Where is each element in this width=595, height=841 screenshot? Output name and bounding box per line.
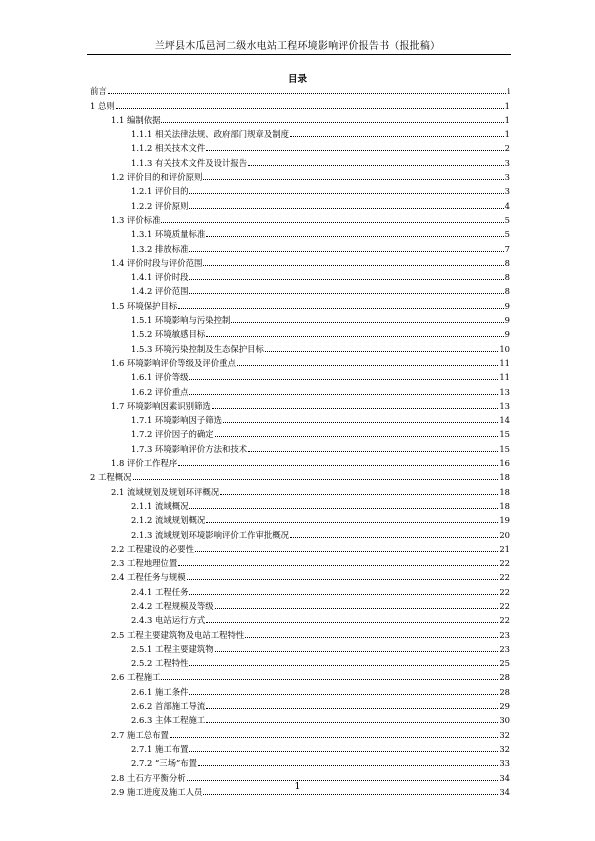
- toc-entry-page: 10: [499, 343, 510, 354]
- toc-entry-title: 2.6.2 首部施工导流: [131, 701, 206, 712]
- toc-entry-title: 1.8 评价工作程序: [111, 458, 178, 469]
- toc-dot-leader: [178, 308, 503, 309]
- toc-dot-leader: [265, 351, 498, 352]
- toc-entry-title: 1.5.2 环境敏感目标: [131, 329, 206, 340]
- toc-dot-leader: [133, 479, 499, 480]
- toc-entry[interactable]: [90, 169, 510, 183]
- toc-entry-page: 20: [499, 529, 510, 540]
- toc-entry-page: 4: [504, 200, 510, 211]
- toc-dot-leader: [206, 236, 503, 237]
- toc-entry-page: 13: [499, 386, 510, 397]
- toc-entry[interactable]: [90, 426, 510, 440]
- toc-entry-title: 2.1.3 流域规划环境影响评价工作审批概况: [131, 529, 289, 540]
- toc-entry-page: 22: [499, 558, 510, 569]
- toc-entry[interactable]: [90, 612, 510, 626]
- toc-dot-leader: [161, 679, 498, 680]
- toc-dot-leader: [237, 365, 498, 366]
- header-divider: [87, 54, 511, 55]
- toc-entry-page: 28: [499, 686, 510, 697]
- toc-entry[interactable]: [90, 712, 510, 726]
- page-number: 1: [294, 781, 301, 792]
- toc-dot-leader: [108, 93, 507, 94]
- toc-entry-title: 2 工程概况: [90, 472, 132, 483]
- toc-entry-page: 8: [504, 286, 510, 297]
- toc-entry-page: 8: [504, 257, 510, 268]
- toc-entry[interactable]: [90, 97, 510, 111]
- toc-dot-leader: [161, 222, 503, 223]
- toc-entry-page: 11: [499, 357, 510, 368]
- toc-entry-title: 1.3.1 环境质量标准: [131, 229, 206, 240]
- toc-entry-title: 2.9 施工进度及施工人员: [111, 786, 203, 797]
- toc-entry-title: 1.6.2 评价重点: [131, 386, 189, 397]
- toc-dot-leader: [189, 379, 498, 380]
- toc-entry-title: 2.7.2 “三场”布置: [131, 758, 198, 769]
- toc-entry-title: 2.7 施工总布置: [111, 729, 169, 740]
- toc-title: 目录: [287, 74, 307, 85]
- toc-entry-title: 1.1.2 相关技术文件: [131, 143, 206, 154]
- toc-dot-leader: [189, 293, 503, 294]
- toc-entry[interactable]: [90, 683, 510, 697]
- toc-dot-leader: [215, 608, 499, 609]
- toc-dot-leader: [203, 265, 503, 266]
- toc-entry[interactable]: [90, 669, 510, 683]
- toc-entry-title: 1.1 编制依据: [111, 114, 161, 125]
- toc-entry-title: 1.6.1 评价等级: [131, 372, 189, 383]
- toc-entry-title: 1.2 评价目的和评价原则: [111, 172, 203, 183]
- toc-entry-page: 32: [499, 743, 510, 754]
- toc-entry[interactable]: [90, 197, 510, 211]
- toc-entry-page: 23: [499, 643, 510, 654]
- toc-entry-page: 14: [499, 415, 510, 426]
- toc-entry-title: 2.5.2 工程特性: [131, 658, 189, 669]
- toc-dot-leader: [206, 622, 498, 623]
- toc-entry[interactable]: [90, 626, 510, 640]
- toc-entry[interactable]: [90, 641, 510, 655]
- toc-entry[interactable]: [90, 541, 510, 555]
- toc-entry-page: 9: [504, 315, 510, 326]
- toc-entry-page: 18: [499, 500, 510, 511]
- toc-entry-title: 前言: [90, 86, 107, 97]
- toc-entry[interactable]: [90, 655, 510, 669]
- toc-entry[interactable]: [90, 212, 510, 226]
- toc-entry-title: 2.1.1 流域概况: [131, 500, 189, 511]
- toc-dot-leader: [206, 722, 498, 723]
- toc-entry-title: 1.2.2 评价原则: [131, 200, 189, 211]
- toc-entry[interactable]: [90, 154, 510, 168]
- toc-entry-title: 2.6.3 主体工程施工: [131, 715, 206, 726]
- toc-entry-page: 18: [499, 472, 510, 483]
- toc-entry[interactable]: [90, 326, 510, 340]
- toc-dot-leader: [248, 451, 498, 452]
- toc-entry-page: 15: [499, 429, 510, 440]
- running-header: 兰坪县木瓜邑河二级水电站工程环境影响评价报告书（报批稿）: [154, 41, 441, 52]
- toc-entry-title: 2.7.1 施工布置: [131, 743, 189, 754]
- toc-entry-page: 5: [504, 214, 510, 225]
- toc-entry-title: 1.1.3 有关技术文件及设计报告: [131, 157, 248, 168]
- toc-entry-page: 1: [504, 129, 510, 140]
- toc-entry-title: 1 总则: [90, 100, 115, 111]
- toc-dot-leader: [206, 708, 498, 709]
- toc-entry[interactable]: [90, 269, 510, 283]
- toc-dot-leader: [187, 579, 499, 580]
- table-of-contents: [90, 83, 510, 798]
- toc-entry-title: 1.5.3 环境污染控制及生态保护目标: [131, 343, 264, 354]
- toc-dot-leader: [189, 665, 498, 666]
- toc-entry-title: 1.7 环境影响因素识别筛选: [111, 400, 211, 411]
- toc-entry-title: 1.4 评价时段与评价范围: [111, 257, 203, 268]
- toc-entry-title: 1.3 评价标准: [111, 214, 161, 225]
- toc-entry[interactable]: [90, 455, 510, 469]
- toc-entry[interactable]: [90, 469, 510, 483]
- toc-entry[interactable]: [90, 183, 510, 197]
- toc-entry-title: 1.7.3 环境影响评价方法和技术: [131, 443, 248, 454]
- toc-entry-title: 1.5.1 环境影响与污染控制: [131, 315, 231, 326]
- toc-dot-leader: [245, 637, 498, 638]
- toc-entry-page: 8: [504, 272, 510, 283]
- toc-dot-leader: [189, 508, 498, 509]
- toc-entry-page: 22: [499, 586, 510, 597]
- toc-dot-leader: [161, 122, 503, 123]
- toc-entry[interactable]: [90, 255, 510, 269]
- toc-entry-page: 2: [504, 143, 510, 154]
- toc-entry-title: 1.4.2 评价范围: [131, 286, 189, 297]
- toc-entry-page: 13: [499, 400, 510, 411]
- toc-entry-title: 2.3 工程地理位置: [111, 558, 178, 569]
- toc-entry-page: 3: [504, 186, 510, 197]
- toc-dot-leader: [189, 751, 498, 752]
- toc-entry-page: i: [507, 86, 510, 97]
- toc-entry-title: 1.6 环境影响评价等级及评价重点: [111, 357, 236, 368]
- toc-dot-leader: [220, 494, 498, 495]
- toc-dot-leader: [170, 737, 498, 738]
- toc-entry-page: 34: [499, 786, 510, 797]
- toc-dot-leader: [189, 694, 498, 695]
- toc-entry-page: 30: [499, 715, 510, 726]
- toc-dot-leader: [206, 150, 503, 151]
- toc-entry-page: 7: [504, 243, 510, 254]
- toc-entry[interactable]: [90, 555, 510, 569]
- toc-dot-leader: [189, 208, 503, 209]
- toc-entry[interactable]: [90, 598, 510, 612]
- toc-entry[interactable]: [90, 398, 510, 412]
- toc-entry-page: 11: [499, 372, 510, 383]
- toc-entry-page: 22: [499, 615, 510, 626]
- toc-entry-page: 9: [504, 329, 510, 340]
- toc-entry-title: 2.1 流域规划及规划环评概况: [111, 486, 220, 497]
- toc-entry[interactable]: [90, 440, 510, 454]
- toc-entry[interactable]: [90, 569, 510, 583]
- toc-entry[interactable]: [90, 698, 510, 712]
- toc-entry[interactable]: [90, 283, 510, 297]
- toc-entry-title: 2.4 工程任务与规模: [111, 572, 186, 583]
- toc-entry-page: 34: [499, 772, 510, 783]
- toc-dot-leader: [189, 251, 503, 252]
- toc-entry-page: 16: [499, 458, 510, 469]
- toc-dot-leader: [223, 422, 498, 423]
- toc-entry[interactable]: [90, 340, 510, 354]
- toc-entry-page: 21: [499, 543, 510, 554]
- toc-entry[interactable]: [90, 741, 510, 755]
- toc-entry-page: 22: [499, 600, 510, 611]
- toc-entry-title: 2.5.1 工程主要建筑物: [131, 643, 214, 654]
- toc-entry-title: 2.4.1 工程任务: [131, 586, 189, 597]
- toc-entry[interactable]: [90, 312, 510, 326]
- toc-entry[interactable]: [90, 512, 510, 526]
- toc-entry-page: 22: [499, 572, 510, 583]
- toc-entry[interactable]: [90, 526, 510, 540]
- toc-entry[interactable]: [90, 583, 510, 597]
- toc-entry-page: 32: [499, 729, 510, 740]
- toc-entry[interactable]: [90, 112, 510, 126]
- toc-entry-title: 2.6.1 施工条件: [131, 686, 189, 697]
- toc-entry-page: 18: [499, 486, 510, 497]
- toc-entry-page: 33: [499, 758, 510, 769]
- toc-dot-leader: [189, 394, 498, 395]
- toc-dot-leader: [215, 651, 499, 652]
- toc-entry-title: 1.7.2 评价因子的确定: [131, 429, 214, 440]
- toc-entry[interactable]: [90, 755, 510, 769]
- toc-entry[interactable]: [90, 383, 510, 397]
- toc-dot-leader: [206, 522, 498, 523]
- toc-entry-title: 1.1.1 相关法律法规、政府部门规章及制度: [131, 129, 289, 140]
- toc-dot-leader: [215, 436, 499, 437]
- toc-entry[interactable]: [90, 297, 510, 311]
- toc-dot-leader: [178, 465, 498, 466]
- toc-dot-leader: [212, 408, 499, 409]
- toc-dot-leader: [290, 136, 504, 137]
- toc-entry[interactable]: [90, 355, 510, 369]
- toc-entry-page: 5: [504, 229, 510, 240]
- toc-entry[interactable]: [90, 240, 510, 254]
- toc-entry[interactable]: [90, 83, 510, 97]
- toc-entry-title: 1.3.2 排放标准: [131, 243, 189, 254]
- toc-entry-page: 1: [504, 114, 510, 125]
- toc-entry-title: 2.8 土石方平衡分析: [111, 772, 186, 783]
- toc-dot-leader: [206, 336, 503, 337]
- toc-entry-title: 1.2.1 评价目的: [131, 186, 189, 197]
- toc-entry-page: 19: [499, 515, 510, 526]
- toc-entry[interactable]: [90, 498, 510, 512]
- toc-entry[interactable]: [90, 726, 510, 740]
- toc-entry-title: 2.4.3 电站运行方式: [131, 615, 206, 626]
- toc-entry-title: 2.1.2 流域规划概况: [131, 515, 206, 526]
- toc-entry-page: 9: [504, 300, 510, 311]
- toc-entry-title: 1.7.1 环境影响因子筛选: [131, 415, 222, 426]
- toc-dot-leader: [248, 165, 504, 166]
- toc-entry-title: 2.5 工程主要建筑物及电站工程特性: [111, 629, 245, 640]
- toc-dot-leader: [189, 594, 498, 595]
- toc-entry-title: 1.5 环境保护目标: [111, 300, 178, 311]
- toc-entry-page: 15: [499, 443, 510, 454]
- toc-entry[interactable]: [90, 140, 510, 154]
- toc-entry-page: 1: [504, 100, 510, 111]
- toc-entry[interactable]: [90, 226, 510, 240]
- toc-entry[interactable]: [90, 126, 510, 140]
- toc-dot-leader: [198, 765, 498, 766]
- toc-entry[interactable]: [90, 483, 510, 497]
- toc-dot-leader: [189, 279, 503, 280]
- toc-entry-page: 3: [504, 172, 510, 183]
- toc-entry[interactable]: [90, 412, 510, 426]
- toc-entry-title: 1.4.1 评价时段: [131, 272, 189, 283]
- toc-dot-leader: [178, 565, 498, 566]
- toc-entry-title: 2.2 工程建设的必要性: [111, 543, 194, 554]
- toc-entry[interactable]: [90, 369, 510, 383]
- toc-entry-title: 2.6 工程施工: [111, 672, 161, 683]
- toc-dot-leader: [290, 537, 498, 538]
- toc-dot-leader: [231, 322, 503, 323]
- toc-entry-page: 23: [499, 629, 510, 640]
- toc-entry-page: 25: [499, 658, 510, 669]
- toc-dot-leader: [195, 551, 498, 552]
- toc-dot-leader: [116, 108, 504, 109]
- toc-dot-leader: [203, 794, 498, 795]
- toc-entry-page: 29: [499, 701, 510, 712]
- toc-entry-page: 28: [499, 672, 510, 683]
- toc-dot-leader: [189, 193, 503, 194]
- toc-entry-title: 2.4.2 工程规模及等级: [131, 600, 214, 611]
- toc-dot-leader: [203, 179, 503, 180]
- toc-entry-page: 3: [504, 157, 510, 168]
